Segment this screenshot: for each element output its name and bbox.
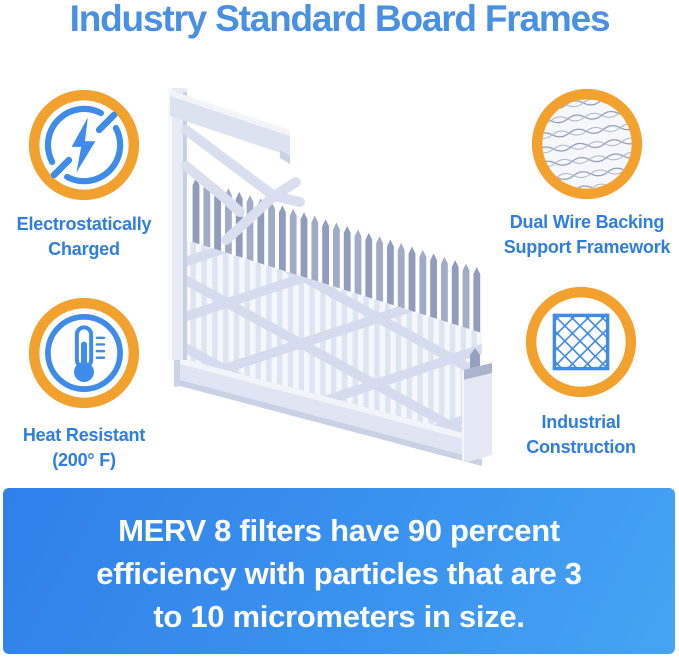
- feature-dual-wire-backing: [497, 87, 677, 260]
- feature-label: Heat Resistant (200° F): [22, 425, 146, 470]
- diamond-lattice-icon: [524, 285, 638, 399]
- lightning-bolt-icon: [27, 88, 141, 202]
- pleated-air-filter-illustration: [160, 70, 500, 470]
- wire-mesh-icon: [530, 87, 644, 201]
- banner-line: efficiency with particles that are 3: [96, 556, 582, 591]
- page-title: Industry Standard Board Frames: [69, 0, 610, 39]
- feature-electrostatically-charged: [0, 88, 168, 262]
- feature-label: Industrial Construction: [526, 412, 636, 457]
- thermometer-icon: [27, 296, 141, 410]
- banner-line: to 10 micrometers in size.: [153, 599, 525, 634]
- feature-label: Dual Wire Backing Support Framework: [503, 212, 671, 257]
- feature-label: Electrostatically Charged: [16, 214, 152, 259]
- merv-rating-banner: [3, 488, 675, 654]
- feature-heat-resistant: [0, 296, 168, 473]
- banner-line: MERV 8 filters have 90 percent: [118, 513, 560, 548]
- feature-industrial-construction: [497, 285, 665, 460]
